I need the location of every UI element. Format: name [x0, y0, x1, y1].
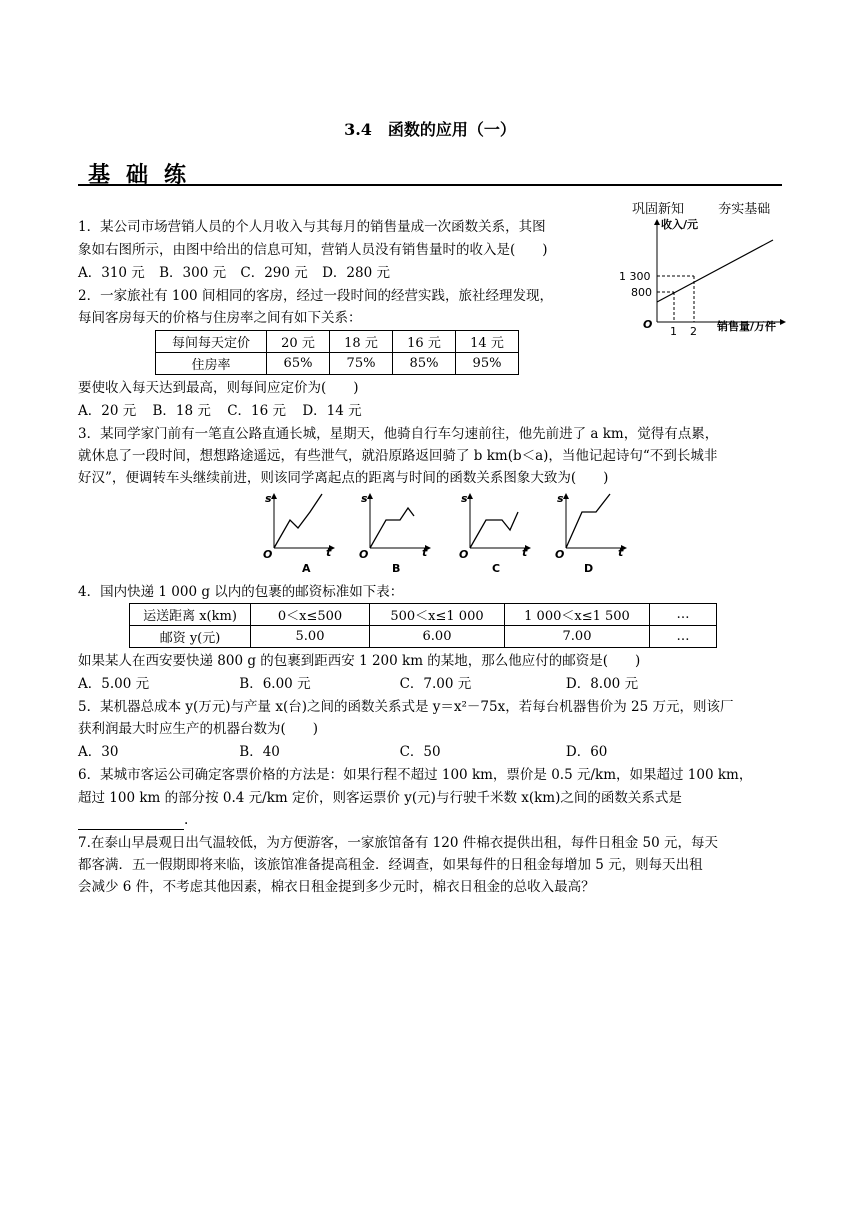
svg-text:s: s: [557, 492, 564, 505]
table-row: [130, 604, 717, 626]
svg-text:s: s: [265, 492, 272, 505]
graph-label-c: C: [492, 562, 501, 574]
table-cell: 75%: [330, 353, 393, 375]
svg-text:O: O: [263, 548, 273, 561]
q5-options: [78, 743, 607, 762]
section-rule: [78, 184, 782, 186]
q2-line3: 要使收入每天达到最高，则每间应定价为( ): [78, 380, 359, 396]
q4-line1: 4．国内快递 1 000 g 以内的包裹的邮资标准如下表：: [78, 584, 404, 600]
table-row: [156, 331, 519, 353]
q3-graph-d: [552, 490, 630, 574]
page-title: 3.4 函数的应用（一）: [344, 120, 516, 139]
graph-label-a: A: [302, 562, 311, 574]
table-cell: 6.00: [370, 626, 505, 648]
x-axis-label: 销售量/万件: [717, 320, 777, 333]
q6-line1: 6．某城市客运公司确定客票价格的方法是：如果行程不超过 100 km，票价是 0.5 元/km，如果超过 100 km，: [78, 767, 753, 783]
table-cell: 16 元: [393, 331, 456, 353]
table-cell: 5.00: [251, 626, 370, 648]
svg-text:t: t: [522, 546, 528, 559]
table-cell: 14 元: [456, 331, 519, 353]
q7-line3: 会减少 6 件，不考虑其他因素，棉衣日租金提到多少元时，棉衣日租金的总收入最高？: [78, 879, 595, 895]
q1-option-d: D．280 元: [322, 265, 390, 281]
table-cell: 65%: [267, 353, 330, 375]
svg-text:t: t: [326, 546, 332, 559]
q5-line2: 获利润最大时应生产的机器台数为( ): [78, 721, 319, 737]
q6-line3: .: [184, 812, 189, 828]
q1-line2: 象如右图所示，由图中给出的信息可知，营销人员没有销售量时的收入是( ): [78, 242, 548, 258]
q2-option-c: C．16 元: [227, 403, 287, 419]
svg-text:O: O: [555, 548, 565, 561]
q4-option-a: A．5.00 元: [78, 676, 150, 692]
table-row: [130, 626, 717, 648]
answer-blank: [78, 814, 184, 830]
graph-label-b: B: [392, 562, 401, 574]
q2-line2: 每间客房每天的价格与住房率之间有如下关系：: [78, 310, 362, 326]
q3-line3: 好汉”，便调转车头继续前进，则该同学离起点的距离与时间的函数关系图象大致为( ): [78, 470, 609, 486]
section-heading: 基础练: [88, 163, 203, 188]
table-cell: 0＜x≤500: [251, 604, 370, 626]
y-axis-label: 收入/元: [661, 218, 699, 231]
q3-graph-a: [260, 490, 338, 574]
x-tick-2: 2: [690, 325, 697, 338]
q2-option-d: D．14 元: [302, 403, 362, 419]
tagline-left: 巩固新知: [632, 202, 685, 217]
svg-text:s: s: [461, 492, 468, 505]
q1-options: [78, 264, 390, 283]
q5-option-d: D．60: [565, 744, 608, 760]
table-cell: 1 000＜x≤1 500: [505, 604, 650, 626]
q3-line2: 就休息了一段时间，想想路途遥远，有些泄气，就沿原路返回骑了 b km(b＜a)，当他记起诗句“不到长城非: [78, 448, 718, 464]
q5-option-a: A．30: [78, 744, 119, 760]
q1-line1: 1．某公司市场营销人员的个人月收入与其每月的销售量成一次函数关系，其图: [78, 219, 546, 235]
q7-line2: 都客满．五一假期即将来临，该旅馆准备提高租金．经调查，如果每件的日租金每增加 5 元，则每天出租: [78, 857, 703, 873]
y-tick-1300: 1 300: [619, 270, 651, 283]
q3-graph-b: [356, 490, 434, 574]
origin-label: O: [643, 318, 653, 331]
table-cell: 18 元: [330, 331, 393, 353]
tagline-right: 夯实基础: [718, 202, 771, 217]
q4-postage-table: [129, 603, 717, 648]
q5-line1: 5．某机器总成本 y(万元)与产量 x(台)之间的函数关系式是 y＝x²－75x，若每台机器售价为 25 万元，则该厂: [78, 699, 734, 715]
q4-option-d: D．8.00 元: [565, 676, 639, 692]
svg-text:s: s: [361, 492, 368, 505]
q2-option-b: B．18 元: [152, 403, 211, 419]
svg-text:t: t: [422, 546, 428, 559]
q2-line1: 2．一家旅社有 100 间相同的客房，经过一段时间的经营实践，旅社经理发现，: [78, 288, 553, 304]
table-cell: 7.00: [505, 626, 650, 648]
y-tick-800: 800: [631, 286, 652, 299]
svg-text:O: O: [459, 548, 469, 561]
table-cell: …: [650, 604, 717, 626]
q2-option-a: A．20 元: [78, 403, 137, 419]
svg-text:t: t: [618, 546, 624, 559]
table-cell: 500＜x≤1 000: [370, 604, 505, 626]
q1-option-a: A．310 元: [78, 265, 145, 281]
q2-options: [78, 402, 362, 421]
table-cell: 运送距离 x(km): [130, 604, 251, 626]
q4-line2: 如果某人在西安要快递 800 g 的包裹到距西安 1 200 km 的某地，那么他应付的邮资是( ): [78, 653, 641, 669]
table-cell: 85%: [393, 353, 456, 375]
table-cell: 每间每天定价: [156, 331, 267, 353]
q6-blank-line: [78, 811, 188, 830]
q1-option-c: C．290 元: [240, 265, 308, 281]
table-cell: 邮资 y(元): [130, 626, 251, 648]
q5-option-b: B．40: [239, 744, 280, 760]
q7-line1: 7.在泰山早晨观日出气温较低，为方便游客，一家旅馆备有 120 件棉衣提供出租，每件日租金 50 元，每天: [78, 835, 718, 851]
graph-label-d: D: [584, 562, 594, 574]
svg-text:O: O: [359, 548, 369, 561]
q5-option-c: C．50: [399, 744, 441, 760]
q1-income-graph: [615, 214, 790, 338]
q4-option-b: B．6.00 元: [239, 676, 311, 692]
table-cell: 住房率: [156, 353, 267, 375]
q4-option-c: C．7.00 元: [399, 676, 472, 692]
table-cell: 20 元: [267, 331, 330, 353]
q6-line2: 超过 100 km 的部分按 0.4 元/km 定价，则客运票价 y(元)与行驶千米数 x(km)之间的函数关系式是: [78, 790, 682, 806]
q3-line1: 3．某同学家门前有一笔直公路直通长城，星期天，他骑自行车匀速前往，他先前进了 a km，觉得有点累，: [78, 426, 719, 442]
table-cell: 95%: [456, 353, 519, 375]
q1-option-b: B．300 元: [159, 265, 227, 281]
table-row: [156, 353, 519, 375]
q3-graph-c: [456, 490, 534, 574]
x-tick-1: 1: [670, 325, 677, 338]
q4-options: [78, 675, 638, 694]
q2-price-table: [155, 330, 519, 375]
table-cell: …: [650, 626, 717, 648]
